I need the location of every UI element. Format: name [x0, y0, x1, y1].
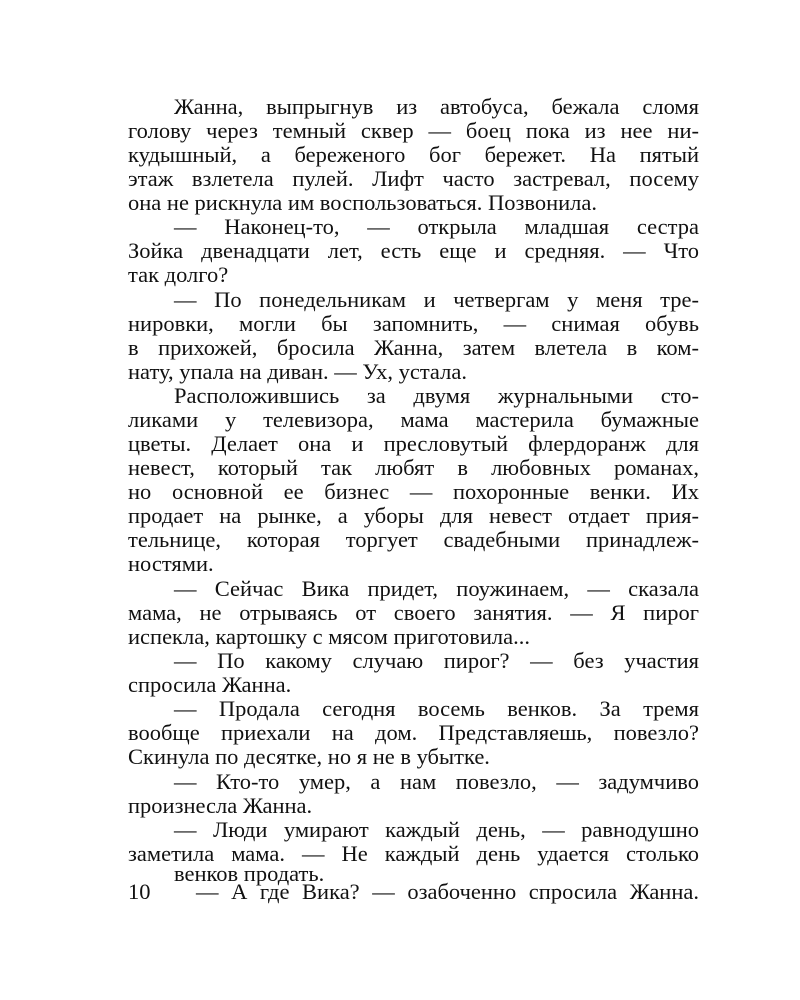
page-number: 10	[128, 879, 151, 904]
text-line: кудышный, а береженого бог бережет. На пятый	[128, 142, 699, 167]
text-line: этаж взлетела пулей. Лифт часто застревал, посему	[128, 166, 699, 191]
text-line: мама, не отрываясь от своего занятия. — Я пирог	[128, 600, 699, 625]
text-line: спросила Жанна.	[128, 672, 292, 697]
text-line: испекла, картошку с мясом приготовила...	[128, 624, 530, 649]
text-line: она не рискнула им воспользоваться. Позвонила.	[128, 190, 598, 215]
text-line: — Наконец-то, — открыла младшая сестра	[174, 214, 699, 239]
text-line: Скинула по десятке, но я не в убытке.	[128, 744, 490, 769]
text-line: в прихожей, бросила Жанна, затем влетела в ком-	[128, 335, 699, 360]
text-line: произнесла Жанна.	[128, 793, 313, 818]
text-line: — По какому случаю пирог? — без участия	[174, 648, 699, 673]
text-line: венков продать.	[174, 861, 325, 886]
text-line: Жанна, выпрыгнув из автобуса, бежала сломя	[174, 94, 699, 119]
text-line: — Люди умирают каждый день, — равнодушно	[174, 817, 699, 842]
text-line: продает на рынке, а уборы для невест отдает прия-	[128, 503, 699, 528]
text-line: невест, который так любят в любовных романах,	[128, 455, 699, 480]
text-line: — Кто-то умер, а нам повезло, — задумчиво	[174, 769, 699, 794]
text-line: нировки, могли бы запомнить, — снимая обувь	[128, 311, 699, 336]
text-line: Зойка двенадцати лет, есть еще и средняя. — Что	[128, 238, 699, 263]
text-line: Расположившись за двумя журнальными сто-	[174, 383, 699, 408]
text-line: так долго?	[128, 262, 229, 287]
text-line: нату, упала на диван. — Ух, устала.	[128, 359, 467, 384]
text-line: — А где Вика? — озабоченно спросила Жанна.	[196, 879, 699, 904]
text-line: ностями.	[128, 551, 214, 576]
text-line: — По понедельникам и четвергам у меня тре-	[174, 287, 699, 312]
text-line: но основной ее бизнес — похоронные венки. Их	[128, 479, 699, 504]
text-line: — Продала сегодня восемь венков. За тремя	[174, 696, 699, 721]
text-line: вообще приехали на дом. Представляешь, повезло?	[128, 720, 699, 745]
text-line: цветы. Делает она и пресловутый флердоранж для	[128, 431, 699, 456]
text-line: заметила мама. — Не каждый день удается столько	[128, 841, 699, 866]
text-line: тельнице, которая торгует свадебными принадлеж-	[128, 527, 699, 552]
text-line: голову через темный сквер — боец пока из нее ни-	[128, 118, 699, 143]
text-line: — Сейчас Вика придет, поужинаем, — сказала	[174, 576, 699, 601]
text-line: ликами у телевизора, мама мастерила бумажные	[128, 407, 699, 432]
